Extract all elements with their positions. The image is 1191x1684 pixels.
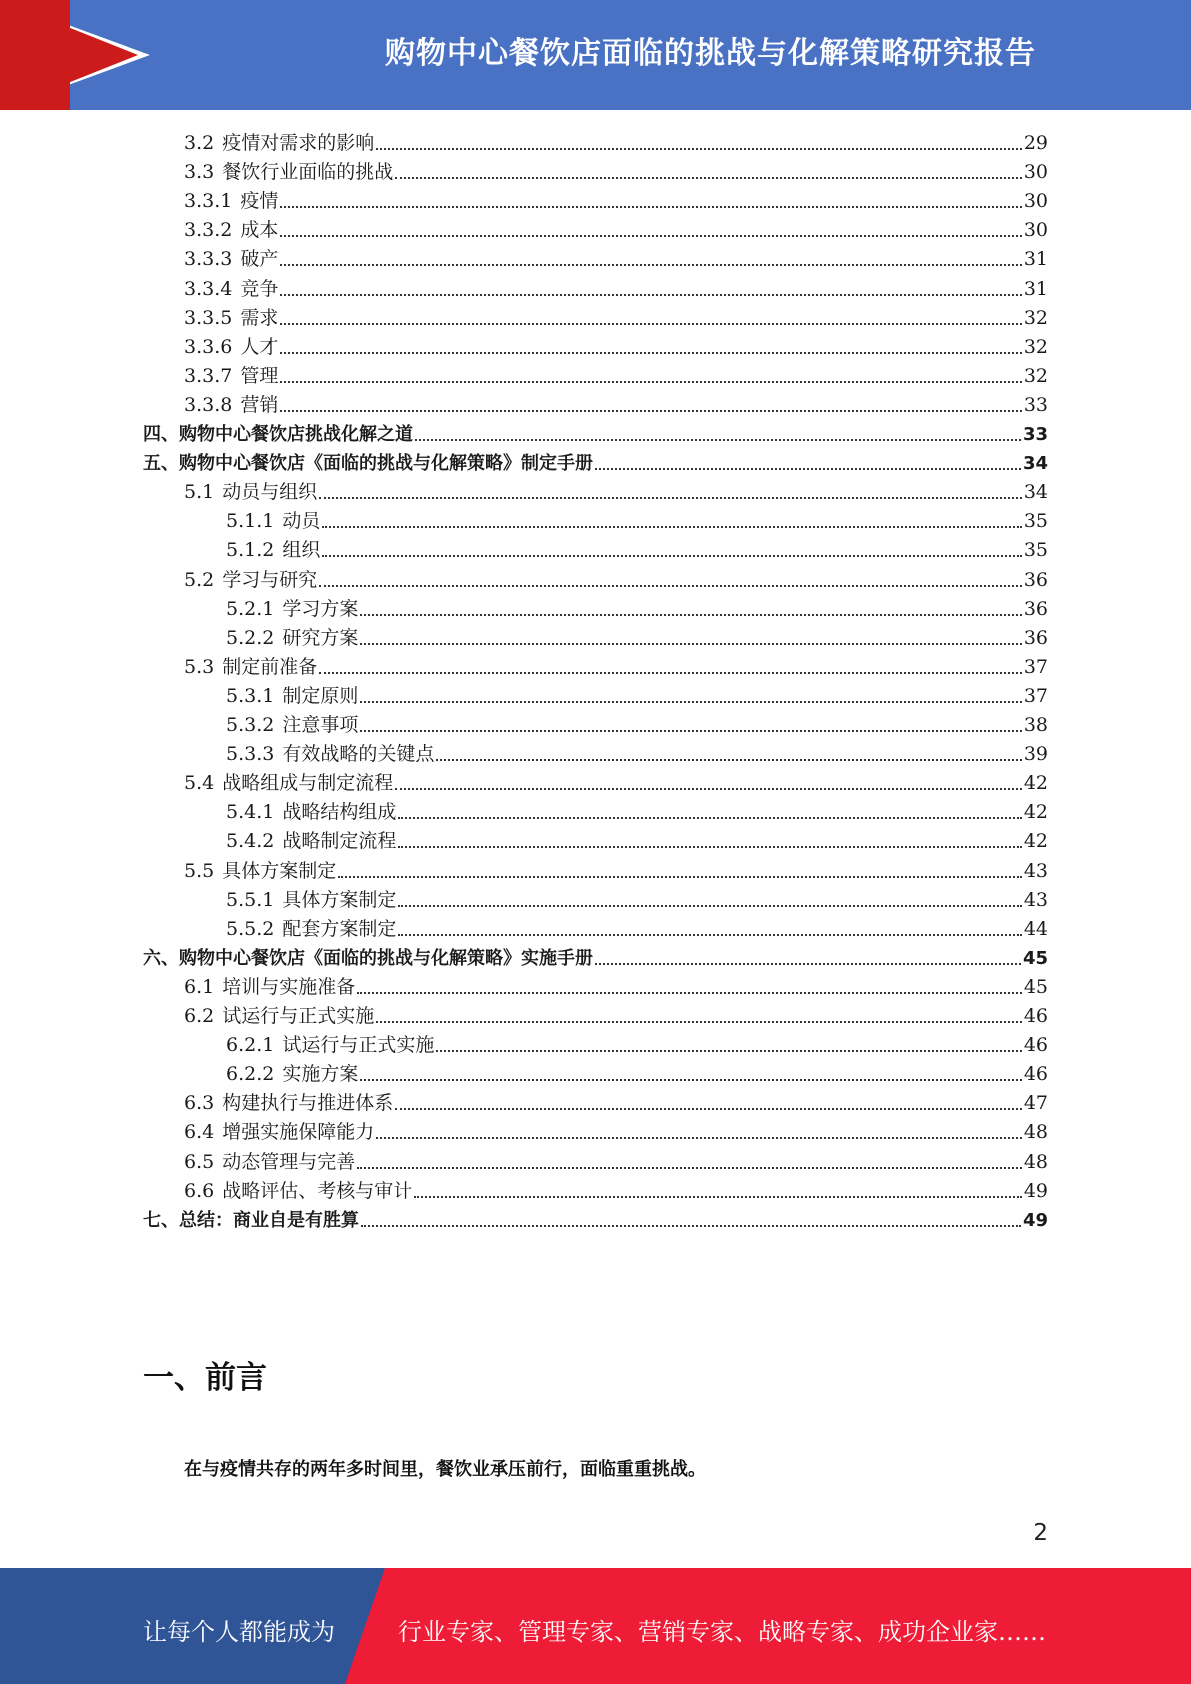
toc-leader-dots	[357, 991, 1022, 994]
toc-leader-dots	[280, 351, 1021, 354]
toc-entry-label: 制定原则	[282, 684, 359, 707]
toc-leader-dots	[361, 1224, 1021, 1227]
toc-entry[interactable]	[184, 1001, 1048, 1032]
toc-leader-dots	[398, 933, 1021, 936]
toc-entry-page: 43	[1023, 888, 1048, 911]
toc-entry-number: 5.1.2	[226, 539, 275, 562]
toc-entry[interactable]	[226, 535, 1048, 566]
toc-entry-page: 44	[1023, 917, 1048, 940]
toc-entry[interactable]	[184, 186, 1048, 217]
toc-entry-page: 32	[1023, 335, 1048, 358]
toc-entry-number: 6.2.1	[226, 1034, 275, 1057]
toc-entry-number: 5.3.3	[226, 743, 275, 766]
toc-entry-page: 45	[1022, 947, 1048, 969]
toc-entry[interactable]	[184, 332, 1048, 363]
intro-paragraph: 在与疫情共存的两年多时间里，餐饮业承压前行，面临重重挑战。	[184, 1459, 706, 1480]
toc-entry[interactable]	[184, 565, 1048, 596]
toc-leader-dots	[338, 875, 1022, 878]
toc-entry[interactable]	[226, 623, 1048, 654]
toc-leader-dots	[280, 234, 1021, 237]
toc-entry[interactable]	[226, 885, 1048, 916]
toc-entry[interactable]	[184, 652, 1048, 683]
toc-entry[interactable]	[184, 128, 1048, 159]
toc-leader-dots	[322, 554, 1021, 557]
toc-leader-dots	[376, 1020, 1022, 1023]
toc-entry-page: 31	[1023, 248, 1048, 271]
toc-entry-number: 3.3.8	[184, 393, 233, 416]
toc-entry-label: 制定前准备	[222, 655, 318, 678]
toc-entry-number: 5.1.1	[226, 510, 275, 533]
toc-entry-label: 学习方案	[282, 597, 359, 620]
toc-entry[interactable]	[184, 390, 1048, 421]
toc-entry-page: 47	[1023, 1092, 1048, 1115]
toc-entry-page: 33	[1023, 393, 1048, 416]
toc-entry[interactable]	[184, 215, 1048, 246]
toc-entry-page: 42	[1023, 830, 1048, 853]
toc-leader-dots	[414, 1195, 1022, 1198]
toc-entry[interactable]	[143, 1205, 1048, 1236]
footer-banner	[0, 1568, 1191, 1684]
toc-entry-number: 5.4	[184, 772, 215, 795]
toc-entry-label: 学习与研究	[222, 568, 318, 591]
toc-leader-dots	[280, 205, 1021, 208]
toc-entry-label: 注意事项	[282, 714, 359, 736]
footer-slogan-right: 行业专家、管理专家、营销专家、战略专家、成功企业家……	[398, 1618, 1046, 1646]
toc-leader-dots	[395, 787, 1022, 790]
toc-entry-page: 43	[1023, 859, 1048, 882]
toc-leader-dots	[595, 467, 1021, 470]
toc-entry-label: 配套方案制定	[282, 917, 397, 940]
footer-slogan-left: 让每个人都能成为	[143, 1618, 335, 1646]
toc-entry-number: 3.3.6	[184, 335, 233, 358]
toc-entry-number: 3.3.2	[184, 219, 233, 242]
toc-entry-page: 37	[1023, 684, 1048, 707]
toc-entry-label: 实施方案	[282, 1063, 359, 1086]
toc-entry[interactable]	[226, 506, 1048, 537]
toc-entry-label: 增强实施保障能力	[222, 1121, 375, 1144]
toc-entry-page: 39	[1023, 743, 1048, 766]
toc-entry[interactable]	[184, 972, 1048, 1003]
toc-leader-dots	[360, 729, 1021, 732]
toc-entry-number: 6.1	[184, 975, 215, 998]
toc-entry-label: 战略评估、考核与审计	[222, 1179, 413, 1202]
toc-entry-label: 竞争	[240, 277, 279, 300]
toc-entry-page: 33	[1022, 424, 1048, 445]
toc-entry-label: 动员	[282, 510, 321, 533]
toc-entry-page: 32	[1023, 364, 1048, 387]
toc-entry-page: 30	[1023, 219, 1048, 242]
toc-entry-label: 战略组成与制定流程	[222, 772, 394, 795]
toc-leader-dots	[436, 758, 1021, 761]
header-banner	[0, 0, 1191, 110]
toc-entry-number: 3.2	[184, 132, 215, 154]
toc-entry-page: 34	[1023, 481, 1048, 504]
toc-leader-dots	[436, 1049, 1021, 1052]
toc-entry-page: 38	[1023, 714, 1048, 736]
toc-entry-label: 疫情	[240, 190, 279, 213]
toc-leader-dots	[322, 525, 1021, 528]
toc-entry-number: 5.2	[184, 568, 215, 591]
toc-entry[interactable]	[226, 914, 1048, 945]
toc-entry-page: 46	[1023, 1005, 1048, 1027]
toc-entry[interactable]	[184, 1176, 1048, 1207]
toc-entry-page: 37	[1023, 655, 1048, 678]
toc-entry-page: 36	[1023, 626, 1048, 649]
toc-entry-label: 构建执行与推进体系	[222, 1092, 394, 1115]
toc-entry-label: 具体方案制定	[282, 888, 397, 911]
toc-entry-number: 6.3	[184, 1092, 215, 1115]
toc-entry-page: 30	[1023, 161, 1048, 184]
toc-entry[interactable]	[184, 361, 1048, 392]
toc-entry-number: 5.2.1	[226, 597, 275, 620]
toc-entry-page: 45	[1023, 975, 1048, 998]
toc-entry[interactable]	[226, 739, 1048, 770]
toc-entry-label: 组织	[282, 539, 321, 562]
toc-leader-dots	[395, 176, 1022, 179]
toc-entry-label: 七、总结：商业自是有胜算	[143, 1209, 359, 1231]
toc-leader-dots	[415, 438, 1021, 441]
toc-entry[interactable]	[143, 419, 1048, 450]
toc-entry[interactable]	[184, 1088, 1048, 1119]
toc-entry-number: 5.5.2	[226, 917, 275, 940]
toc-entry-page: 49	[1023, 1179, 1048, 1202]
toc-entry[interactable]	[226, 1030, 1048, 1061]
toc-entry-label: 破产	[240, 248, 279, 271]
toc-leader-dots	[398, 845, 1021, 848]
toc-entry-number: 5.3.1	[226, 684, 275, 707]
toc-entry-page: 29	[1023, 132, 1048, 154]
toc-leader-dots	[376, 1136, 1022, 1139]
toc-entry[interactable]	[226, 826, 1048, 857]
toc-entry[interactable]	[184, 157, 1048, 188]
section-heading: 一、前言	[143, 1360, 267, 1396]
toc-entry[interactable]	[184, 303, 1048, 334]
toc-entry-number: 6.6	[184, 1179, 215, 1202]
toc-entry-number: 3.3.7	[184, 364, 233, 387]
toc-entry-number: 5.5.1	[226, 888, 275, 911]
toc-leader-dots	[360, 700, 1021, 703]
toc-entry-label: 需求	[240, 306, 279, 329]
toc-entry-number: 3.3.4	[184, 277, 233, 300]
toc-entry-number: 3.3.5	[184, 306, 233, 329]
toc-entry-label: 成本	[240, 219, 279, 242]
toc-entry-label: 动员与组织	[222, 481, 318, 504]
toc-entry-label: 动态管理与完善	[222, 1150, 356, 1173]
toc-entry-page: 36	[1023, 568, 1048, 591]
toc-entry-page: 34	[1022, 453, 1048, 475]
toc-entry[interactable]	[184, 274, 1048, 305]
toc-entry-label: 管理	[240, 364, 279, 387]
toc-leader-dots	[319, 584, 1022, 587]
toc-entry-label: 研究方案	[282, 626, 359, 649]
toc-leader-dots	[398, 816, 1021, 819]
toc-entry[interactable]	[226, 594, 1048, 625]
toc-entry-label: 疫情对需求的影响	[222, 132, 375, 154]
toc-entry-label: 试运行与正式实施	[222, 1005, 375, 1027]
toc-entry-page: 35	[1023, 539, 1048, 562]
toc-entry-label: 人才	[240, 335, 279, 358]
toc-entry-label: 五、购物中心餐饮店《面临的挑战与化解策略》制定手册	[143, 453, 593, 475]
toc-entry-page: 30	[1023, 190, 1048, 213]
toc-leader-dots	[360, 613, 1021, 616]
toc-entry-page: 48	[1023, 1121, 1048, 1144]
toc-entry-label: 营销	[240, 393, 279, 416]
toc-leader-dots	[280, 409, 1021, 412]
toc-entry-label: 战略结构组成	[282, 801, 397, 824]
toc-leader-dots	[280, 263, 1021, 266]
toc-entry-page: 46	[1023, 1063, 1048, 1086]
toc-entry-number: 6.4	[184, 1121, 215, 1144]
toc-leader-dots	[280, 293, 1021, 296]
toc-entry-page: 46	[1023, 1034, 1048, 1057]
toc-entry-label: 餐饮行业面临的挑战	[222, 161, 394, 184]
toc-entry[interactable]	[184, 1117, 1048, 1148]
toc-leader-dots	[360, 642, 1021, 645]
red-chevron-decoration	[0, 0, 138, 110]
toc-entry-number: 5.4.1	[226, 801, 275, 824]
toc-entry-page: 42	[1023, 801, 1048, 824]
toc-leader-dots	[357, 1166, 1022, 1169]
toc-entry[interactable]	[226, 1059, 1048, 1090]
toc-entry[interactable]	[226, 797, 1048, 828]
toc-entry-label: 四、购物中心餐饮店挑战化解之道	[143, 424, 413, 445]
toc-entry-page: 35	[1023, 510, 1048, 533]
toc-entry-number: 6.2.2	[226, 1063, 275, 1086]
toc-entry[interactable]	[184, 1147, 1048, 1178]
toc-entry-number: 3.3.1	[184, 190, 233, 213]
toc-entry-page: 31	[1023, 277, 1048, 300]
document-title: 购物中心餐饮店面临的挑战与化解策略研究报告	[385, 36, 1036, 71]
toc-entry-number: 6.5	[184, 1150, 215, 1173]
toc-entry-number: 3.3.3	[184, 248, 233, 271]
toc-entry-number: 5.1	[184, 481, 215, 504]
toc-leader-dots	[319, 671, 1022, 674]
toc-entry-number: 3.3	[184, 161, 215, 184]
toc-leader-dots	[398, 904, 1021, 907]
toc-entry[interactable]	[143, 943, 1048, 974]
toc-entry-number: 5.3	[184, 655, 215, 678]
toc-entry-label: 培训与实施准备	[222, 975, 356, 998]
toc-entry[interactable]	[226, 681, 1048, 712]
toc-leader-dots	[280, 322, 1021, 325]
toc-leader-dots	[376, 147, 1022, 150]
toc-entry-page: 49	[1022, 1209, 1048, 1231]
toc-entry-label: 六、购物中心餐饮店《面临的挑战与化解策略》实施手册	[143, 947, 593, 969]
toc-entry-number: 5.3.2	[226, 714, 275, 736]
toc-entry[interactable]	[184, 856, 1048, 887]
toc-entry-page: 48	[1023, 1150, 1048, 1173]
toc-entry-number: 6.2	[184, 1005, 215, 1027]
toc-entry-label: 战略制定流程	[282, 830, 397, 853]
toc-entry[interactable]	[184, 244, 1048, 275]
toc-entry-number: 5.5	[184, 859, 215, 882]
page-number: 2	[1033, 1520, 1048, 1546]
toc-leader-dots	[360, 1078, 1021, 1081]
toc-entry-number: 5.4.2	[226, 830, 275, 853]
toc-entry-label: 有效战略的关键点	[282, 743, 435, 766]
toc-entry[interactable]	[143, 448, 1048, 479]
toc-entry-page: 32	[1023, 306, 1048, 329]
toc-leader-dots	[395, 1107, 1022, 1110]
toc-entry[interactable]	[184, 477, 1048, 508]
toc-entry[interactable]	[184, 768, 1048, 799]
toc-entry-page: 36	[1023, 597, 1048, 620]
toc-entry[interactable]	[226, 710, 1048, 741]
toc-leader-dots	[319, 496, 1022, 499]
toc-entry-label: 具体方案制定	[222, 859, 337, 882]
toc-entry-number: 5.2.2	[226, 626, 275, 649]
toc-leader-dots	[595, 962, 1021, 965]
toc-entry-label: 试运行与正式实施	[282, 1034, 435, 1057]
toc-leader-dots	[280, 380, 1021, 383]
toc-entry-page: 42	[1023, 772, 1048, 795]
